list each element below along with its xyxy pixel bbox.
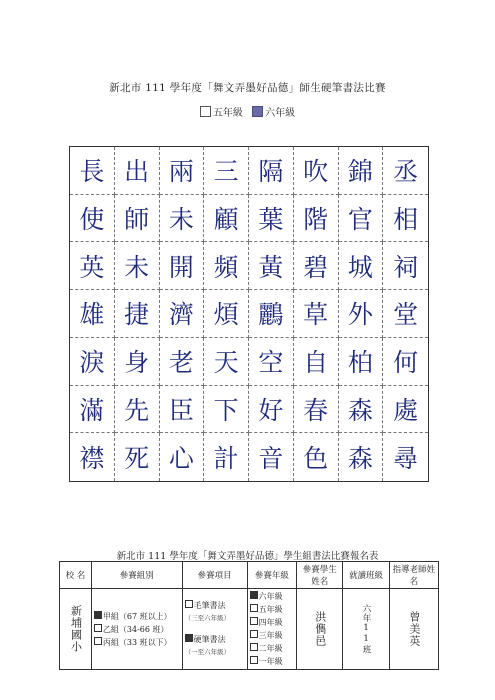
checked-checkbox-icon[interactable]: [250, 591, 258, 599]
grid-cell: 城: [339, 242, 384, 290]
grid-cell: 計: [204, 433, 249, 481]
grade-option-6[interactable]: [252, 108, 295, 119]
grid-cell: 未: [160, 195, 205, 243]
checked-checkbox-icon[interactable]: [252, 106, 263, 117]
grade-option[interactable]: 一年級: [250, 655, 295, 668]
item-note: （三至六年級）: [184, 614, 231, 622]
grid-cell: 身: [115, 338, 160, 386]
grid-cell: 堂: [383, 290, 428, 338]
grid-cell: 外: [339, 290, 384, 338]
grid-cell: 煩: [204, 290, 249, 338]
checkbox-icon[interactable]: [94, 624, 102, 632]
grid-cell: 葉: [249, 195, 294, 243]
grid-cell: 天: [204, 338, 249, 386]
header-grade: 參賽年級: [247, 562, 297, 589]
grid-cell: 雄: [70, 290, 115, 338]
grid-cell: 淚: [70, 338, 115, 386]
form-data-row: [60, 589, 439, 670]
checkbox-icon[interactable]: [250, 604, 258, 612]
checked-checkbox-icon[interactable]: [94, 611, 102, 619]
group-option-b[interactable]: 乙組（34-66 班）: [94, 623, 180, 636]
grid-cell: 森: [339, 433, 384, 481]
grid-cell: 祠: [383, 242, 428, 290]
grade-option[interactable]: 三年級: [250, 629, 295, 642]
grid-cell: 未: [115, 242, 160, 290]
grade-options: [247, 589, 297, 670]
grid-cell: 開: [160, 242, 205, 290]
checkbox-icon[interactable]: [250, 656, 258, 664]
grid-cell: 濟: [160, 290, 205, 338]
header-group: 參賽組別: [91, 562, 182, 589]
student-name: 洪儁邑: [313, 611, 327, 647]
grade-option-5[interactable]: [200, 108, 243, 119]
group-option-a[interactable]: 甲組（67 班以上）: [94, 610, 180, 623]
grid-cell: 春: [294, 386, 339, 434]
grid-cell: 官: [339, 195, 384, 243]
grid-cell: 尋: [393, 444, 419, 474]
grid-cell: 處: [383, 386, 428, 434]
student-class: 六年11班: [361, 603, 372, 655]
grid-cell: 三: [204, 147, 249, 195]
header-student: 參賽學生姓名: [297, 562, 343, 589]
grade-option[interactable]: 六年級: [250, 590, 295, 603]
grid-cell: 英: [70, 242, 115, 290]
grid-cell: 錦: [339, 147, 384, 195]
checkbox-icon[interactable]: [250, 617, 258, 625]
grid-cell: 先: [115, 386, 160, 434]
grid-cell: 死: [115, 433, 160, 481]
group-options: [91, 589, 182, 670]
grid-cell: 色: [294, 433, 339, 481]
grid-cell: 音: [249, 433, 294, 481]
header-class: 就讀班級: [343, 562, 390, 589]
header-item: 參賽項目: [182, 562, 247, 589]
grid-cell: 使: [70, 195, 115, 243]
grid-cell: 臣: [160, 386, 205, 434]
checkbox-icon[interactable]: [94, 637, 102, 645]
grid-cell: 隔: [249, 147, 294, 195]
checkbox-icon[interactable]: [200, 106, 211, 117]
grid-cell: 兩: [160, 147, 205, 195]
header-school: 校 名: [60, 562, 92, 589]
grid-cell: 出: [115, 147, 160, 195]
item-note: （一至六年級）: [184, 648, 231, 656]
page-title: 新北市 111 學年度「舞文弄墨好品德」師生硬筆書法比賽: [109, 82, 386, 94]
grid-cell: 下: [204, 386, 249, 434]
grid-cell: 心: [160, 433, 205, 481]
grid-cell: 階: [294, 195, 339, 243]
header-teacher: 指導老師姓名: [389, 562, 438, 589]
teacher-name: 曾美英: [407, 611, 421, 647]
grade-option[interactable]: 四年級: [250, 616, 295, 629]
checkbox-icon[interactable]: [250, 630, 258, 638]
grade-selector: [0, 104, 495, 119]
grid-cell: 空: [249, 338, 294, 386]
grid-cell: 襟: [70, 433, 115, 481]
grid-cell: 相: [383, 195, 428, 243]
checked-checkbox-icon[interactable]: [185, 634, 193, 642]
grade-option[interactable]: 二年級: [250, 642, 295, 655]
grid-cell: 捷: [115, 290, 160, 338]
grid-cell: 好: [249, 386, 294, 434]
form-title: 新北市 111 學年度「舞文弄墨好品德」學生組書法比賽報名表: [116, 551, 379, 562]
item-option-pen[interactable]: 硬筆書法: [185, 633, 245, 646]
grid-cell: 頻: [204, 242, 249, 290]
grid-cell: 師: [115, 195, 160, 243]
calligraphy-grid: [69, 146, 429, 482]
grade-label: 五年級: [212, 108, 243, 119]
registration-form: [59, 561, 439, 670]
form-header-row: [60, 562, 439, 589]
grid-cell: 長: [70, 147, 115, 195]
grid-cell: 柏: [339, 338, 384, 386]
grid-cell: 丞: [383, 147, 428, 195]
item-options: [182, 589, 247, 670]
grid-cell: 黃: [249, 242, 294, 290]
grid-cell: 吹: [294, 147, 339, 195]
grid-cell: 老: [160, 338, 205, 386]
grid-cell: 森: [339, 386, 384, 434]
grid-cell: 碧: [294, 242, 339, 290]
item-option-brush[interactable]: 毛筆書法: [185, 599, 245, 612]
grid-cell: 顧: [204, 195, 249, 243]
checkbox-icon[interactable]: [185, 600, 193, 608]
grade-label: 六年級: [265, 108, 296, 119]
grid-cell: 鸝: [249, 290, 294, 338]
school-name: 新埔國小: [69, 605, 83, 653]
grid-cell: 草: [294, 290, 339, 338]
grade-option[interactable]: 五年級: [250, 603, 295, 616]
group-option-c[interactable]: 丙組（33 班以下）: [94, 636, 180, 649]
grid-cell: 滿: [70, 386, 115, 434]
grid-cell: 自: [294, 338, 339, 386]
checkbox-icon[interactable]: [250, 643, 258, 651]
grid-cell: 何: [383, 338, 428, 386]
